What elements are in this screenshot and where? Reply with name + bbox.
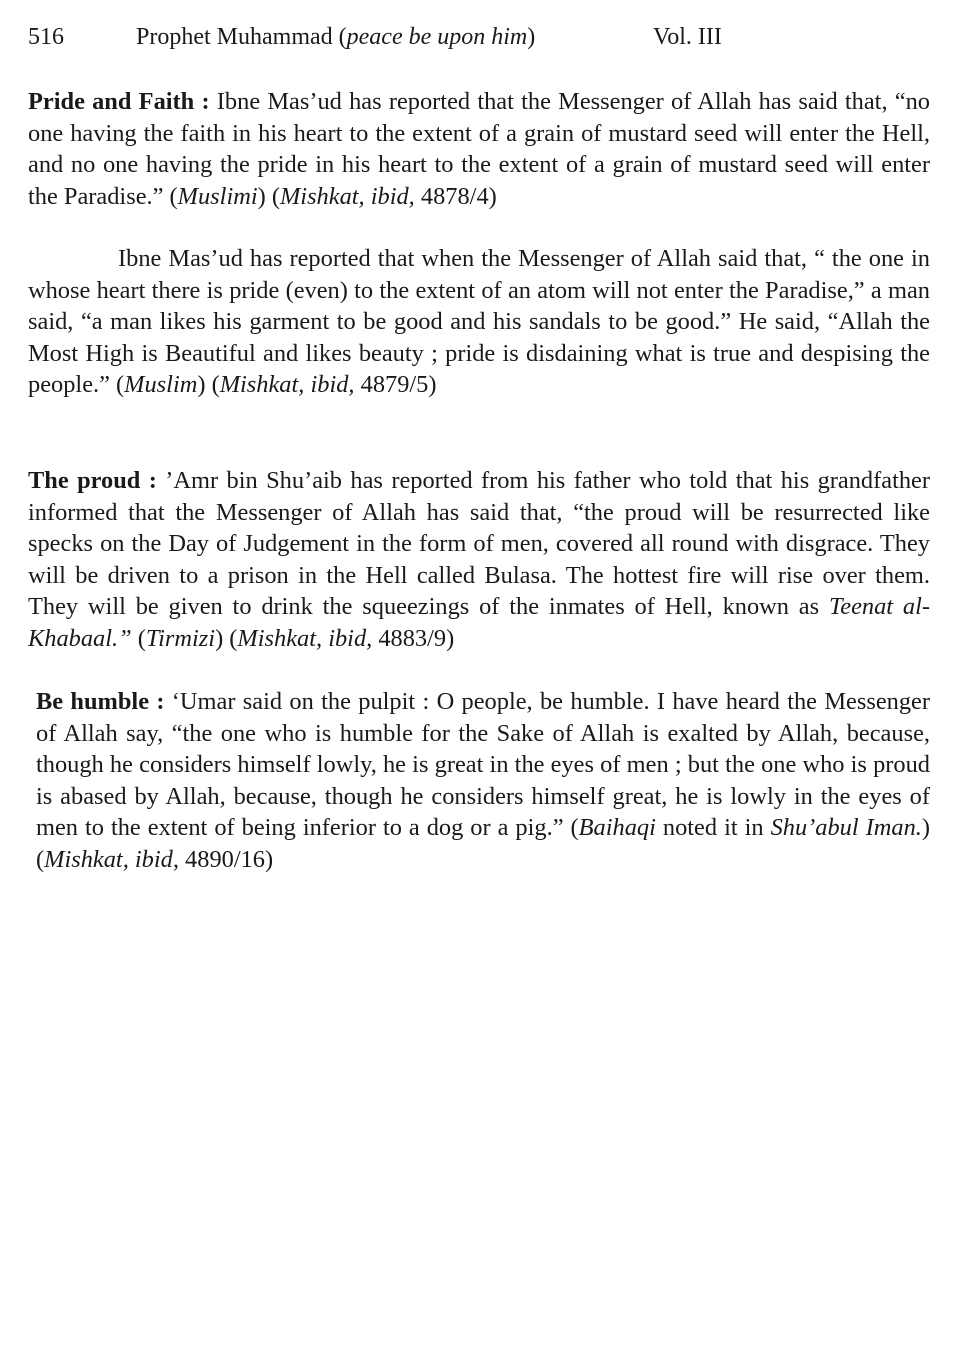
section-heading: Be humble : (36, 688, 165, 715)
running-title (136, 20, 535, 54)
body-text: ’Amr bin Shu’aib has reported from his father who told that his grandfather informed that the Messenger of Allah has said that, “the proud will be resurrected like specks on the Day of Judgement in the form of men, covered all round with disgrace. They will be driven to a prison in the Hell called Bulasa. The hottest fire will rise over them. They will be given to drink the squeezings of the inmates of Hell, known as (28, 467, 930, 620)
citation-source: Muslim (124, 371, 198, 398)
body-text: Ibne Mas’ud has reported that the Messenger of Allah has said that, “no one having the faith in his heart to the extent of a grain of mustard seed will enter the Hell, and no one having the pride in his heart to the extent of a grain of mustard seed will enter the Paradise.” ( (28, 88, 930, 210)
running-title-suffix: ) (527, 24, 536, 50)
body-text: ) ( (197, 371, 220, 398)
citation-source: Baihaqi (578, 814, 656, 841)
citation-reference: Mishkat, ibid, (237, 624, 373, 652)
citation-reference: Mishkat, ibid, (44, 845, 179, 873)
section-heading: Pride and Faith : (28, 88, 210, 115)
italic-term: Teenat al-Khabaal.” (28, 593, 930, 652)
citation-reference: Mishkat, ibid, (219, 371, 355, 398)
running-title-italic: peace be upon him (346, 24, 528, 50)
running-title-prefix: Prophet Muhammad ( (136, 24, 347, 50)
paragraph-the-proud (28, 465, 930, 654)
citation-source: Muslimi (177, 182, 258, 210)
body-text: noted it in (655, 814, 771, 841)
citation-number: 4878/4) (414, 182, 497, 210)
body-text: ) ( (215, 624, 238, 652)
citation-source: Tirmizi (145, 624, 216, 652)
paragraph-pride-and-faith (28, 86, 930, 212)
citation-reference: Mishkat, ibid, (279, 182, 415, 210)
body-text: Ibne Mas’ud has reported that when the Messenger of Allah said that, “ the one in whose heart there is pride (even) to the extent of an atom will not enter the Paradise,” a man said, “a man likes his garment to be good and his sandals to be good.” He said, “Allah the Most High is Beautiful and likes beauty ; pride is disdaining what is true and despising the people.” ( (28, 245, 930, 398)
citation-number: 4879/5) (354, 371, 437, 398)
page-number: 516 (28, 24, 64, 50)
section-heading: The proud : (28, 467, 157, 494)
paragraph-atom-of-pride (28, 243, 930, 401)
body-text: ‘Umar said on the pulpit : O people, be humble. I have heard the Messenger of Allah say, “the one who is humble for the Sake of Allah is exalted by Allah, because, though he considers himself lowly, he is great in the eyes of men ; but the one who is proud is abased by Allah, because, though he considers himself great, he is lowly in the eyes of men to the extent of being inferior to a dog or a pig.” ( (36, 688, 930, 841)
paragraph-be-humble (28, 686, 930, 875)
body-text: ( (131, 624, 146, 652)
citation-number: 4883/9) (372, 624, 455, 652)
body-text: ) ( (36, 814, 930, 873)
citation-number: 4890/16) (178, 845, 274, 873)
volume-label: Vol. III (653, 24, 722, 50)
citation-work: Shu’abul Iman. (770, 814, 922, 841)
body-text: ) ( (257, 182, 280, 210)
